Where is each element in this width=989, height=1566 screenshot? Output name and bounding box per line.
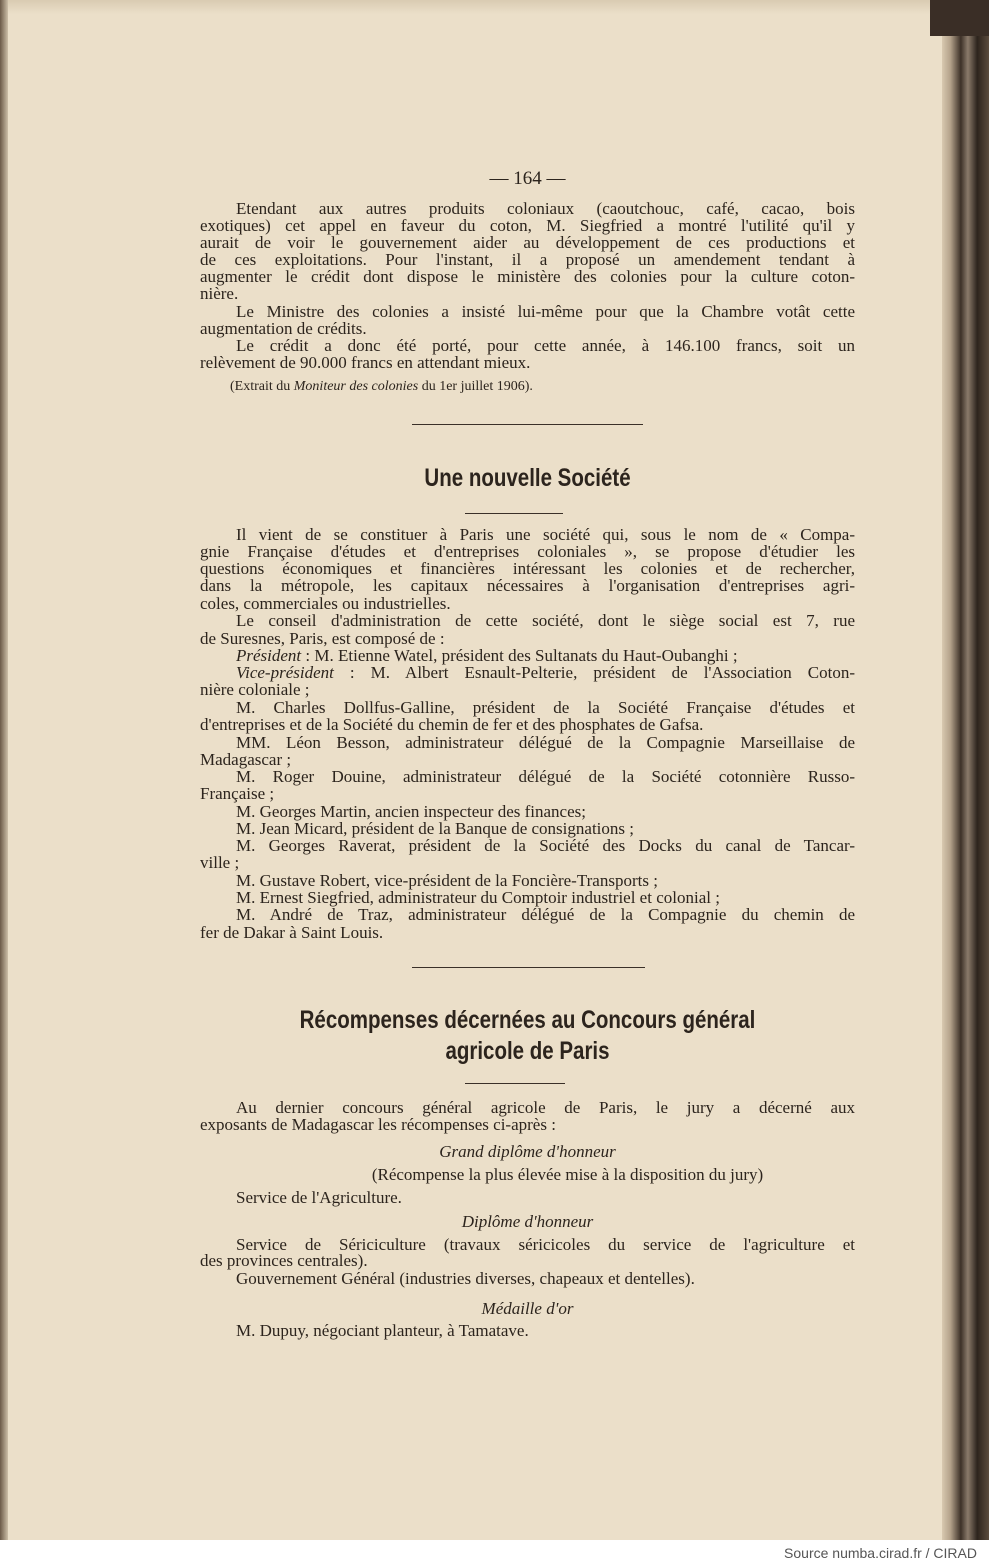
- role-text: : M. Etienne Watel, président des Sultanats du Haut-Oubanghi ;: [301, 646, 738, 665]
- divider: [412, 967, 645, 968]
- award-title: Diplôme d'honneur: [461, 1212, 594, 1231]
- text-line: des provinces centrales).: [200, 1251, 368, 1270]
- text-line: nière.: [200, 284, 239, 303]
- text-line: M. Georges Martin, ancien inspecteur des finances;: [236, 802, 586, 821]
- section-heading: Une nouvelle Société: [424, 464, 631, 492]
- citation-title: Moniteur des colonies: [293, 379, 419, 394]
- text-line: M. Georges Raverat, président de la Société des Docks du canal de Tancar-: [236, 836, 855, 855]
- role-label: Président: [236, 646, 302, 665]
- section-heading: Récompenses décernées au Concours général: [299, 1006, 756, 1034]
- text-line: Madagascar ;: [200, 750, 292, 769]
- text-line: M. Roger Douine, administrateur délégué de la Société cotonnière Russo-: [236, 767, 855, 786]
- page-number: — 164 —: [489, 168, 566, 189]
- citation-post: du 1er juillet 1906).: [418, 379, 533, 394]
- award-title: Médaille d'or: [481, 1299, 574, 1318]
- text-line: augmenter le crédit dont dispose le ministère des colonies pour la culture coton-: [200, 267, 855, 286]
- source-credit: Source numba.cirad.fr / CIRAD: [784, 1545, 977, 1561]
- text-line: Au dernier concours général agricole de Paris, le jury a décerné aux: [236, 1098, 855, 1117]
- award-recipient: Service de l'Agriculture.: [236, 1188, 402, 1207]
- text-line: M. Ernest Siegfried, administrateur du Comptoir industriel et colonial ;: [236, 888, 720, 907]
- citation: [230, 378, 885, 396]
- text-line: M. Charles Dollfus-Galline, président de la Société Française d'études et: [236, 698, 855, 717]
- citation-pre: (Extrait du: [230, 379, 294, 394]
- text-line: aurait de voir le gouvernement aider au développement de ces productions et: [200, 233, 855, 252]
- text-line: de ces exploitations. Pour l'instant, il a proposé un amendement tendant à: [200, 250, 855, 269]
- text-line: ville ;: [200, 853, 240, 872]
- award-title: Grand diplôme d'honneur: [439, 1142, 616, 1161]
- text-line: coles, commerciales ou industrielles.: [200, 594, 451, 613]
- text-line: d'entreprises et de la Société du chemin de fer et des phosphates de Gafsa.: [200, 715, 704, 734]
- text-line: M. Gustave Robert, vice-président de la Foncière-Transports ;: [236, 871, 658, 890]
- book-spine: [942, 0, 989, 1540]
- text-line: M. André de Traz, administrateur délégué de la Compagnie du chemin de: [236, 905, 855, 924]
- text-line: gnie Française d'études et d'entreprises coloniales », se propose d'étudier les: [200, 542, 855, 561]
- divider: [412, 424, 643, 425]
- text-line: Le conseil d'administration de cette société, dont le siège social est 7, rue: [236, 611, 855, 630]
- text-line: Française ;: [200, 784, 275, 803]
- book-corner: [930, 0, 989, 36]
- text-line: exposants de Madagascar les récompenses ci-après :: [200, 1115, 556, 1134]
- text-line: fer de Dakar à Saint Louis.: [200, 923, 384, 942]
- divider: [465, 1083, 565, 1084]
- role-text: : M. Albert Esnault-Pelterie, président de l'Association Coton-: [333, 663, 855, 682]
- text-line: Le Ministre des colonies a insisté lui-même pour que la Chambre votât cette: [236, 302, 855, 321]
- text-line: MM. Léon Besson, administrateur délégué de la Compagnie Marseillaise de: [236, 733, 855, 752]
- text-line: questions économiques et financières intéressant les colonies et de rechercher,: [200, 559, 855, 578]
- text-line: dans la métropole, les capitaux nécessaires à l'organisation d'entreprises agri-: [200, 576, 855, 595]
- section-heading: agricole de Paris: [445, 1037, 610, 1065]
- text-line: exotiques) cet appel en faveur du coton, M. Siegfried a montré l'utilité qu'il y: [200, 216, 855, 235]
- text-line: nière coloniale ;: [200, 680, 310, 699]
- role-label: Vice-président: [236, 663, 334, 682]
- vice-president-line: [236, 664, 855, 682]
- award-recipient: Gouvernement Général (industries diverses, chapeaux et dentelles).: [236, 1269, 695, 1288]
- text-line: Etendant aux autres produits coloniaux (caoutchouc, café, cacao, bois: [236, 199, 855, 218]
- text-line: augmentation de crédits.: [200, 319, 367, 338]
- award-recipient: Service de Sériciculture (travaux séricicoles du service de l'agriculture et: [236, 1235, 855, 1254]
- text-line: Il vient de se constituer à Paris une société qui, sous le nom de « Compa-: [236, 525, 855, 544]
- text-line: relèvement de 90.000 francs en attendant mieux.: [200, 353, 531, 372]
- text-line: de Suresnes, Paris, est composé de :: [200, 629, 445, 648]
- award-recipient: M. Dupuy, négociant planteur, à Tamatave.: [236, 1321, 529, 1340]
- page-top-edge: [0, 0, 989, 14]
- page-left-edge: [0, 0, 8, 1540]
- text-line: M. Jean Micard, président de la Banque de consignations ;: [236, 819, 634, 838]
- text-line: Le crédit a donc été porté, pour cette année, à 146.100 francs, soit un: [236, 336, 855, 355]
- award-note: (Récompense la plus élevée mise à la disposition du jury): [371, 1165, 764, 1184]
- divider: [465, 513, 563, 514]
